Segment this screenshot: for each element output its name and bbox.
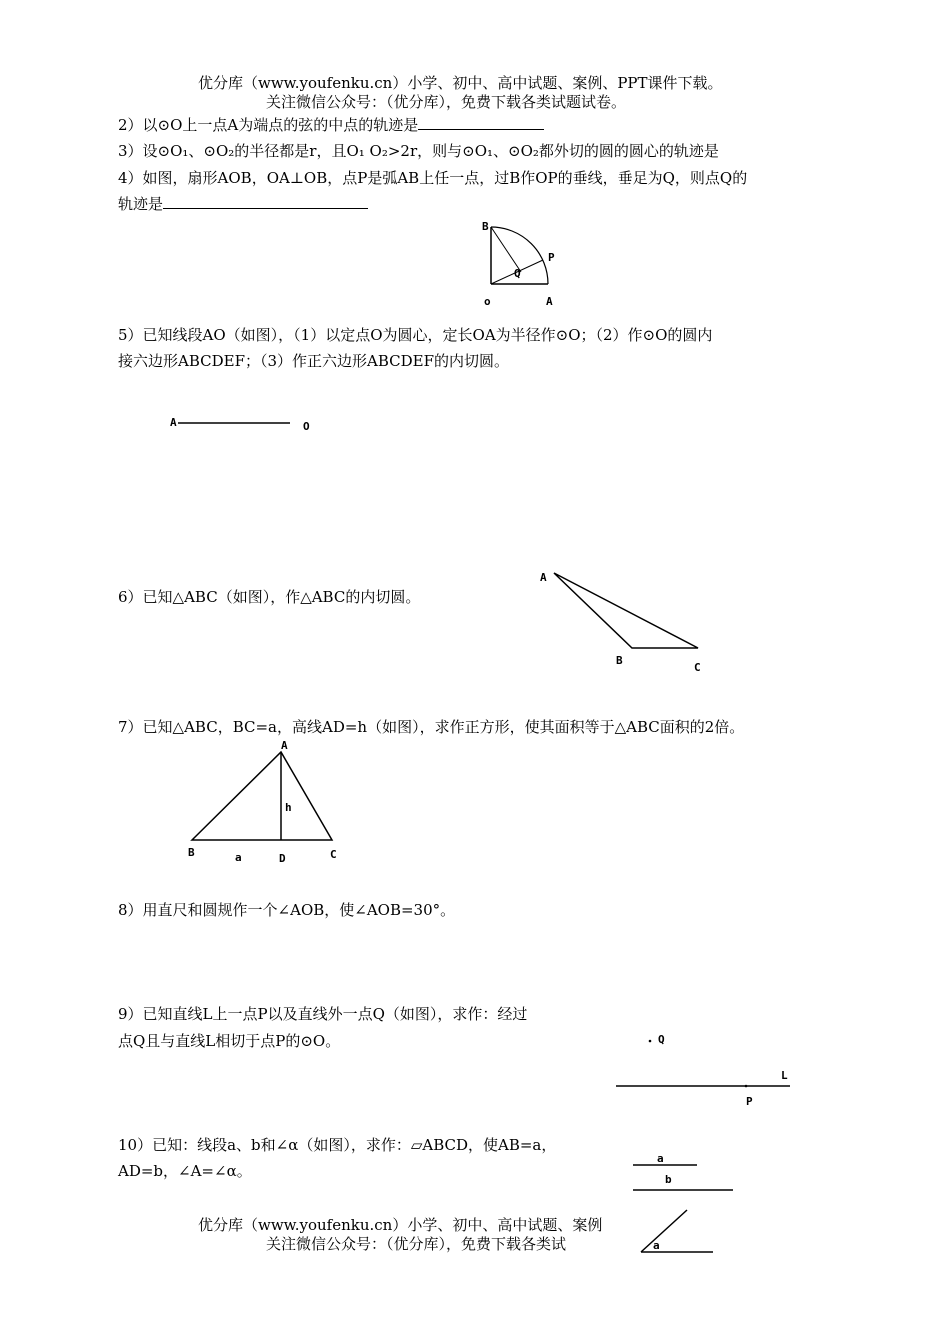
question-9-line-1: 9）已知直线L上一点P以及直线外一点Q（如图），求作：经过 [118,1005,528,1023]
label-a: A [546,295,553,308]
question-7: 7）已知△ABC，BC=a，高线AD=h（如图），求作正方形，使其面积等于△ABC面积的2倍。 [118,718,745,736]
label-p: P [548,251,555,264]
label-h: h [285,801,292,814]
label-c: C [694,661,701,674]
figure-segments-angle [625,1148,745,1263]
question-5-line-2: 接六边形ABCDEF；（3）作正六边形ABCDEF的内切圆。 [118,352,510,370]
question-5-line-1: 5）已知线段AO（如图），（1）以定点O为圆心，定长OA为半径作⊙O；（2）作⊙O的圆内 [118,326,713,344]
header-line-1: 优分库（www.youfenku.cn）小学、初中、高中试题、案例、PPT课件下载。 [198,74,723,92]
figure-line-l-points [610,1025,810,1115]
answer-blank-2[interactable] [418,115,544,130]
question-2-text: 2）以⊙O上一点A为端点的弦的中点的轨迹是 [118,116,419,134]
figure-triangle-abc-altitude [180,735,355,870]
footer-line-2: 关注微信公众号：（优分库），免费下载各类试 [266,1235,567,1253]
figure-segment-ao [160,410,330,440]
label-q: Q [658,1033,665,1046]
label-a: A [170,416,177,429]
question-2 [118,114,544,136]
label-alpha: a [653,1239,660,1252]
label-b: B [616,654,623,667]
label-p: P [746,1095,753,1108]
question-4-line-2 [118,193,368,215]
label-l: L [781,1069,788,1082]
label-b: B [188,846,195,859]
label-c: C [330,848,337,861]
answer-blank-4[interactable] [163,194,368,209]
question-8: 8）用直尺和圆规作一个∠AOB，使∠AOB=30°。 [118,901,456,919]
question-3: 3）设⊙O₁、⊙O₂的半径都是r，且O₁ O₂>2r，则与⊙O₁、⊙O₂都外切的圆的圆心的轨迹是 [118,142,719,160]
label-o: O [303,420,310,433]
question-6: 6）已知△ABC（如图），作△ABC的内切圆。 [118,588,421,606]
label-a: A [281,739,288,752]
label-q: Q [514,267,521,280]
label-o: o [484,295,491,308]
question-10-line-1: 10）已知：线段a、b和∠α（如图），求作：▱ABCD，使AB=a， [118,1136,557,1154]
question-9-line-2: 点Q且与直线L相切于点P的⊙O。 [118,1032,341,1050]
figure-sector-aob [470,215,570,315]
footer-line-1: 优分库（www.youfenku.cn）小学、初中、高中试题、案例 [198,1216,603,1234]
label-d: D [279,852,286,865]
label-b: b [665,1173,672,1186]
question-10-line-2: AD=b，∠A=∠α。 [118,1162,252,1180]
label-a-side: a [235,851,242,864]
question-4-line-2-text: 轨迹是 [118,195,164,213]
figure-triangle-abc-q6 [530,560,720,680]
label-b: B [482,220,489,233]
label-a: A [540,571,547,584]
header-line-2: 关注微信公众号：（优分库），免费下载各类试题试卷。 [266,93,627,111]
question-4-line-1: 4）如图，扇形AOB，OA⊥OB，点P是弧AB上任一点，过B作OP的垂线，垂足为Q，则点Q的 [118,169,748,187]
label-a: a [657,1152,664,1165]
